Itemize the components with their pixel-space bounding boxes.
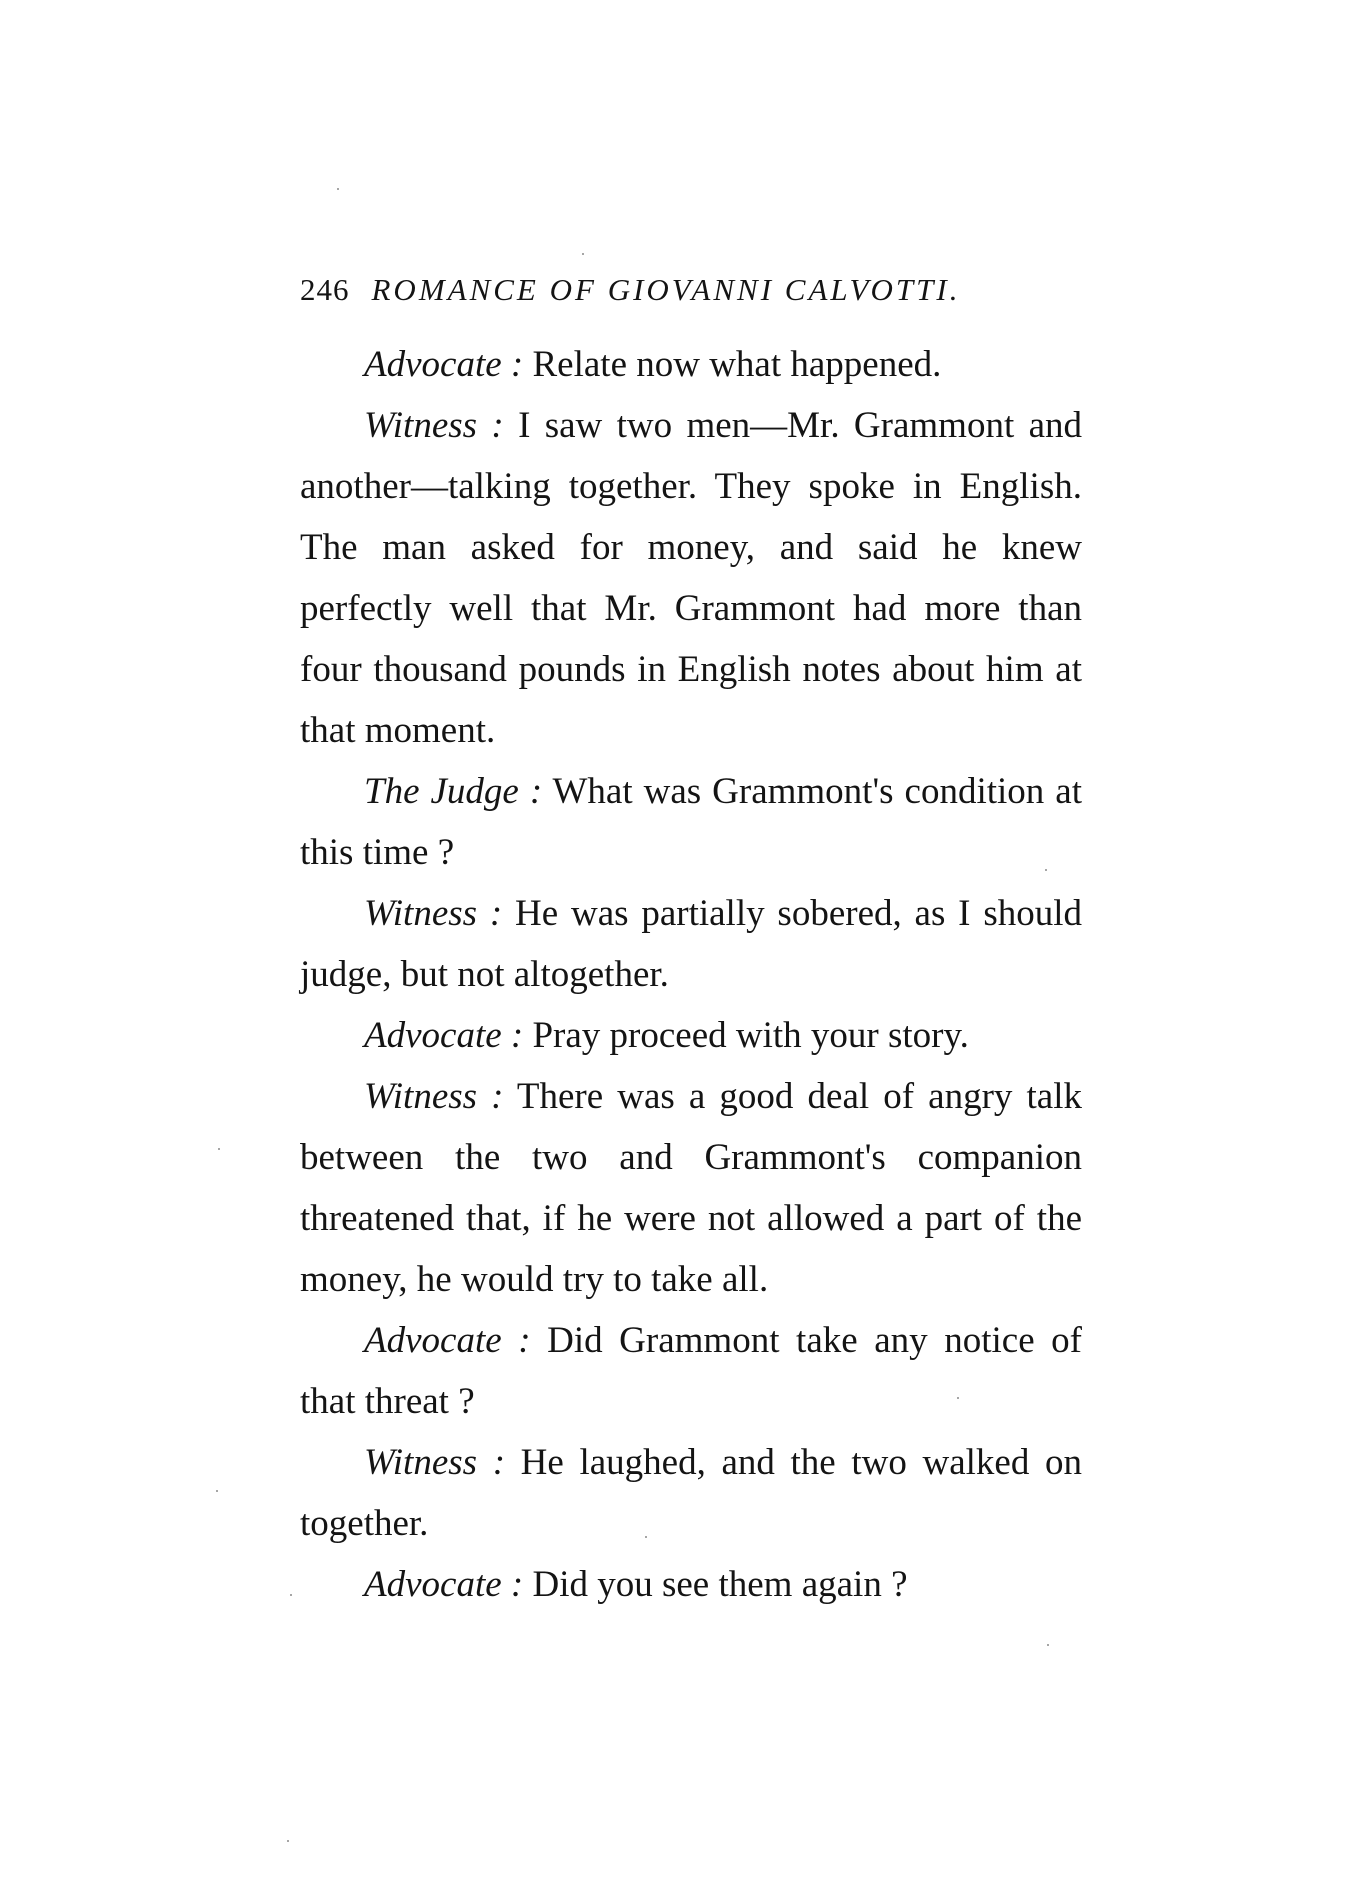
- running-title: ROMANCE OF GIOVANNI CALVOTTI.: [371, 272, 961, 307]
- page-number: 246: [300, 272, 350, 307]
- dialogue-text: He was partially sobered, as I should judge, but not altogether.: [300, 893, 1082, 995]
- dialogue-text: What was Grammont's condition at this time ?: [300, 771, 1082, 873]
- print-speck: [582, 253, 584, 255]
- speaker-label: The Judge :: [364, 771, 543, 812]
- dialogue-text: There was a good deal of angry talk between the two and Grammont's companion threatened that, if he were not allowed a part of the money, he would try to take all.: [300, 1076, 1082, 1300]
- dialogue-paragraph: [300, 334, 1082, 395]
- speaker-label: Witness :: [364, 893, 503, 934]
- dialogue-text: Pray proceed with your story.: [523, 1015, 969, 1056]
- speaker-label: Witness :: [364, 1442, 506, 1483]
- print-speck: [287, 1840, 289, 1842]
- dialogue-text: I saw two men—Mr. Grammont and another—talking together. They spoke in English. The man asked for money, and said he knew perfectly well that Mr. Grammont had more than four thousand pounds in English notes about him at that moment.: [300, 405, 1082, 751]
- print-speck: [1045, 869, 1047, 871]
- speaker-label: Witness :: [364, 405, 504, 446]
- dialogue-text: Did Grammont take any notice of that threat ?: [300, 1320, 1082, 1422]
- dialogue-text: Did you see them again ?: [523, 1564, 908, 1605]
- dialogue-paragraph: [300, 1554, 1082, 1615]
- print-speck: [337, 188, 339, 190]
- dialogue-text: He laughed, and the two walked on together.: [300, 1442, 1082, 1544]
- dialogue-paragraph: [300, 883, 1082, 1005]
- speaker-label: Advocate :: [364, 344, 524, 385]
- dialogue-paragraph: [300, 1066, 1082, 1310]
- body-text: [300, 334, 1082, 1615]
- dialogue-paragraph: [300, 1005, 1082, 1066]
- print-speck: [218, 1148, 220, 1150]
- print-speck: [645, 1536, 647, 1538]
- speaker-label: Witness :: [364, 1076, 504, 1117]
- print-speck: [957, 1397, 959, 1399]
- print-speck: [216, 1490, 218, 1492]
- dialogue-paragraph: [300, 395, 1082, 761]
- dialogue-text: Relate now what happened.: [523, 344, 942, 385]
- speaker-label: Advocate :: [364, 1015, 524, 1056]
- print-speck: [290, 1594, 292, 1596]
- dialogue-paragraph: [300, 1432, 1082, 1554]
- speaker-label: Advocate :: [364, 1564, 524, 1605]
- dialogue-paragraph: [300, 1310, 1082, 1432]
- speaker-label: Advocate :: [364, 1320, 531, 1361]
- dialogue-paragraph: [300, 761, 1082, 883]
- print-speck: [1047, 1644, 1049, 1646]
- running-head: [300, 268, 1080, 312]
